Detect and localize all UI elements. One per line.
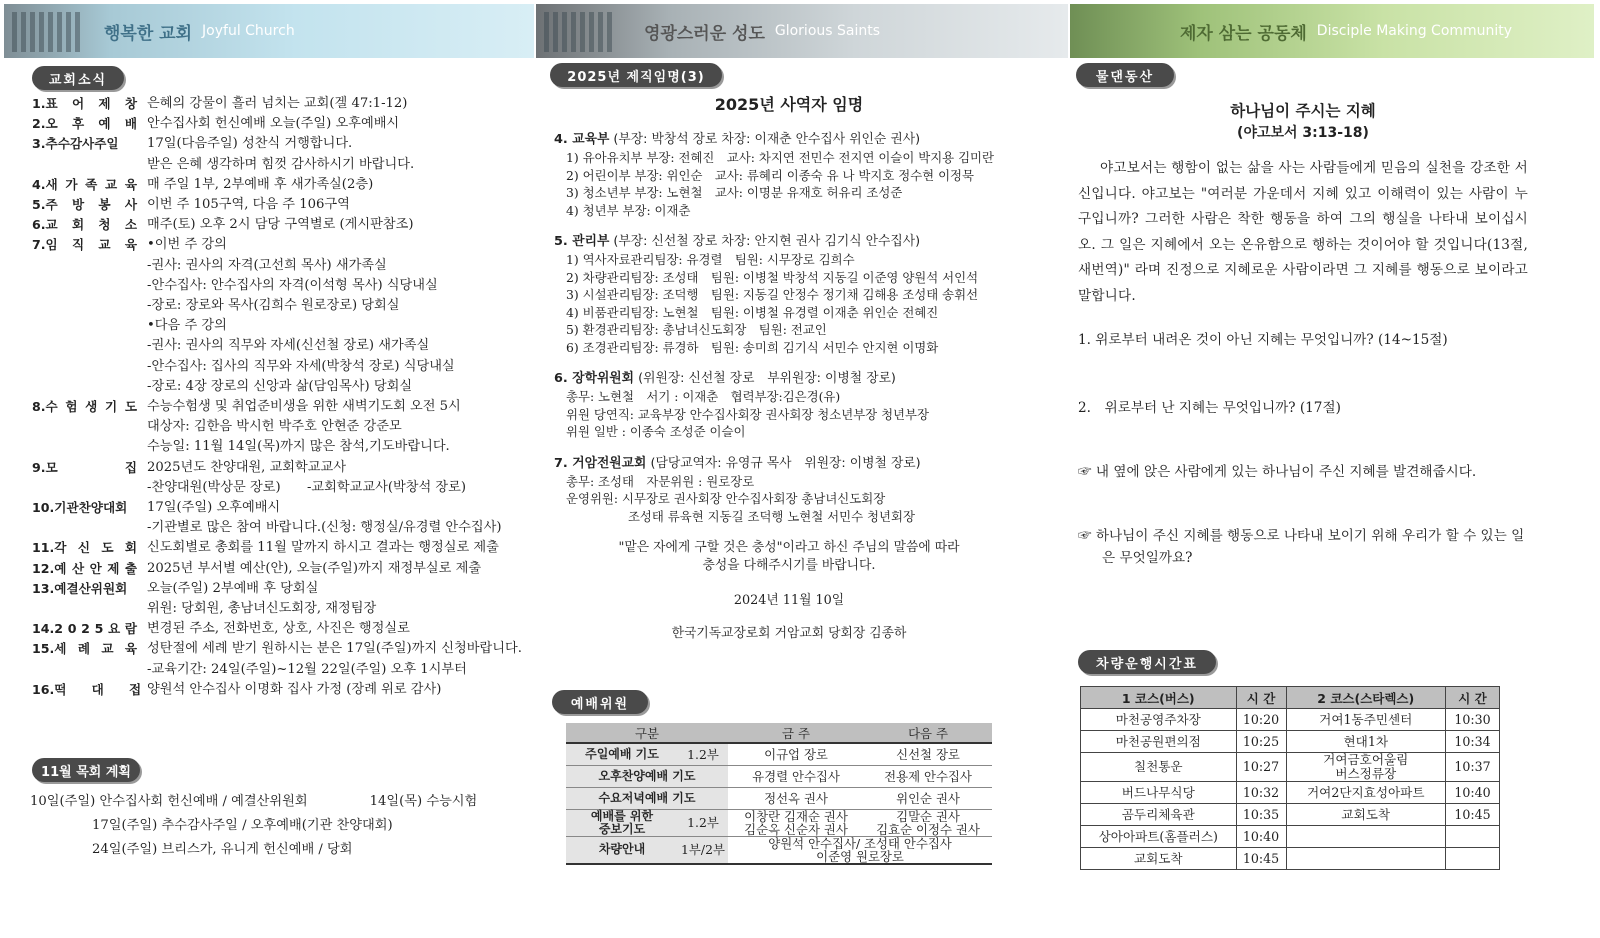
devotion-title: 하나님이 주시는 지혜 — [1230, 102, 1376, 120]
bus-cell: 현대1차 — [1286, 731, 1446, 753]
bus-cell: 10:32 — [1236, 782, 1286, 804]
bus-cell — [1286, 848, 1446, 870]
news-item-line: •이번 주 강의 — [147, 237, 227, 253]
news-item-line: 받은 은혜 생각하며 힘껏 감사하시기 바랍니다. — [147, 156, 415, 172]
news-item — [32, 175, 532, 195]
bus-header-cell: 시 간 — [1236, 687, 1286, 709]
news-item-line: 성탄절에 세례 받기 원하시는 분은 17일(주일)까지 신청바랍니다. — [147, 641, 522, 657]
question-4: ☞ 하나님이 주신 지혜를 행동으로 나타내 보이기 위해 우리가 할 수 있는 일은 무엇일까요? — [1078, 528, 1525, 566]
news-item-line: -찬양대원(박상문 장로) -교회학교교사(박창석 장로) — [147, 479, 467, 495]
bus-cell — [1286, 826, 1446, 848]
devotion-badge: 물댄동산 — [1076, 63, 1174, 87]
news-item-label: 3.추수감사주일 — [32, 136, 119, 152]
news-item-line: 은혜의 강물이 흘러 넘치는 교회(겔 47:1-12) — [147, 96, 408, 111]
news-item-line: -교육기간: 24일(주일)~12월 22일(주일) 오후 1시부터 — [147, 661, 467, 677]
news-item-label: 13.예결산위원회 — [32, 580, 128, 596]
department-leaders: (부장: 박창석 장로 차장: 이재춘 안수집사 위인순 권사) — [609, 132, 921, 147]
news-item-label: 4.새 가 족 교 육 — [32, 176, 137, 192]
bus-row — [1081, 848, 1500, 870]
department-line: 2) 차량관리팀장: 조성태 팀원: 이병철 박창석 지동길 이준영 양원석 서인석 — [566, 269, 979, 285]
bus-cell: 10:34 — [1446, 731, 1500, 753]
news-item-label: 14.2 0 2 5 요 람 — [32, 621, 137, 637]
worship-role: 예배를 위한 중보기도 — [566, 809, 678, 836]
department-line: 4) 비품관리팀장: 노현철 팀원: 이병철 유경렬 이재춘 위인순 전혜진 — [566, 304, 939, 320]
department-line: 5) 환경관리팀장: 총남녀신도회장 팀원: 전교인 — [566, 322, 827, 337]
worship-this-week: 이규업 장로 — [728, 743, 864, 765]
worship-header-cell: 다음 주 — [864, 723, 992, 743]
bus-cell: 거여1동주민센터 — [1286, 709, 1446, 731]
department-block — [554, 370, 1024, 441]
question-1: 1. 위로부터 내려온 것이 아닌 지혜는 무엇입니까? (14~15절) — [1078, 332, 1448, 348]
news-item — [32, 639, 532, 679]
plan-row — [30, 814, 530, 838]
header-photo — [544, 12, 614, 52]
news-item — [32, 215, 532, 235]
news-item-line: 2025년 부서별 예산(안), 오늘(주일)까지 재정부실로 제출 — [147, 560, 482, 576]
bus-header-cell: 1 코스(버스) — [1081, 687, 1237, 709]
worship-next-week: 위인순 권사 — [864, 787, 992, 809]
department-heading — [554, 455, 1024, 473]
header-disciple-community — [1070, 4, 1594, 58]
news-badge: 교회소식 — [32, 66, 124, 90]
news-item — [32, 680, 532, 700]
appointment-signature: 한국기독교장로회 거암교회 당회장 김종하 — [671, 626, 907, 641]
department-line: 총무: 노현철 서기 : 이재춘 협력부장:김은경(유) — [566, 389, 841, 404]
news-item-line: 신도회별로 총회를 11월 말까지 하시고 결과는 행정실로 제출 — [147, 540, 499, 556]
worship-row — [566, 787, 992, 809]
closing-quote — [554, 539, 1024, 575]
news-item-line: 양원석 안수집사 이명화 집사 가정 (장례 위로 감사) — [147, 681, 442, 697]
bus-cell: 10:20 — [1236, 709, 1286, 731]
news-item-body — [147, 94, 532, 114]
worship-row — [566, 809, 992, 836]
worship-header-cell: 구분 — [566, 723, 728, 743]
header-photo — [12, 12, 82, 52]
appointments-title: 2025년 사역자 임명 — [714, 95, 864, 114]
news-item — [32, 235, 532, 397]
news-item-label: 9.모 집 — [32, 459, 137, 475]
news-item-line: -권사: 권사의 자격(고선희 목사) 새가족실 — [147, 257, 387, 273]
bus-header-cell: 2 코스(스타렉스) — [1286, 687, 1446, 709]
news-item-body — [147, 458, 532, 498]
worship-this-week: 유경렬 안수집사 — [728, 765, 864, 787]
department-line: 2) 어린이부 부장: 위인순 교사: 류혜리 이종숙 유 나 박지호 정수현 이정묵 — [566, 167, 974, 183]
bus-cell: 교회도착 — [1081, 848, 1237, 870]
department-line: 위원 일반 : 이종숙 조성준 이슬이 — [566, 424, 746, 439]
bus-cell: 10:35 — [1236, 804, 1286, 826]
worship-next-week: 전용제 안수집사 — [864, 765, 992, 787]
bus-cell: 10:45 — [1236, 848, 1286, 870]
department-heading — [554, 131, 1024, 149]
news-item-label: 1.표 어 제 창 — [32, 96, 137, 111]
worship-this-week: 정선옥 권사 — [728, 787, 864, 809]
worship-row — [566, 743, 992, 765]
news-item — [32, 538, 532, 558]
department-line: 조성태 류육현 지동길 조덕행 노현철 서민수 청년회장 — [566, 508, 915, 524]
news-item-line: 이번 주 105구역, 다음 주 106구역 — [147, 197, 350, 213]
worship-this-week: 이창란 김재순 권사 김순옥 신순자 권사 — [728, 809, 864, 836]
news-item — [32, 397, 532, 458]
news-item-body — [147, 639, 532, 679]
november-plan-list — [30, 790, 530, 862]
bus-schedule-table — [1080, 686, 1500, 870]
devotion-scripture-ref: (야고보서 3:13-18) — [1237, 125, 1369, 141]
header-title: 제자 삼는 공동체 — [1180, 23, 1307, 44]
department-block — [554, 455, 1024, 526]
plan-entry: 14일(목) 수능시험 — [369, 794, 478, 809]
department-block — [554, 233, 1024, 356]
quote-line: 충성을 다해주시기를 바랍니다. — [702, 558, 876, 573]
department-heading — [554, 233, 1024, 251]
news-item-line: -안수집사: 집사의 직무와 자세(박창석 장로) 식당내실 — [147, 358, 455, 374]
header-glorious-saints — [536, 4, 1068, 58]
department-heading — [554, 370, 1024, 388]
news-item — [32, 195, 532, 215]
worship-committee-table — [566, 723, 992, 865]
news-item-body — [147, 134, 532, 174]
news-item-line: 2025년도 찬양대원, 교회학교교사 — [147, 459, 347, 475]
news-item-label: 6.교 회 청 소 — [32, 217, 137, 233]
news-item-line: -장로: 4장 장로의 신앙과 삶(담임목사) 당회실 — [147, 378, 413, 394]
appointment-badge: 2025년 제직임명(3) — [550, 63, 722, 87]
department-line: 6) 조경관리팀장: 류경하 팀원: 송미희 김기식 서민수 안지현 이명화 — [566, 339, 939, 355]
news-item — [32, 134, 532, 174]
bus-cell: 교회도착 — [1286, 804, 1446, 826]
department-name: 4. 교육부 — [554, 132, 610, 147]
news-item-line: 수능일: 11월 14일(목)까지 많은 참석,기도바랍니다. — [147, 439, 450, 455]
department-line: 3) 시설관리팀장: 조덕행 팀원: 지동길 안정수 정기채 김해용 조성태 송휘선 — [566, 287, 979, 302]
news-item-label: 10.기관찬양대회 — [32, 500, 128, 516]
bus-cell: 상아아파트(홈플러스) — [1081, 826, 1237, 848]
news-item — [32, 498, 532, 538]
worship-header-cell: 금 주 — [728, 723, 864, 743]
news-item-label: 12.예 산 안 제 출 — [32, 560, 137, 576]
bus-cell — [1446, 826, 1500, 848]
department-name: 5. 관리부 — [554, 234, 610, 249]
department-line: 1) 유아유치부 부장: 전혜진 교사: 차지연 전민수 전지연 이슬이 박지용 김미란 — [566, 150, 994, 165]
bus-cell: 거여2단지효성아파트 — [1286, 782, 1446, 804]
news-item — [32, 458, 532, 498]
worship-service: 1.2부 — [678, 743, 728, 765]
bus-cell: 10:30 — [1446, 709, 1500, 731]
header-joyful-church — [4, 4, 534, 58]
worship-service: 1부/2부 — [678, 836, 728, 864]
news-item-line: -안수집사: 안수집사의 자격(이석형 목사) 식당내실 — [147, 277, 438, 293]
news-item-body — [147, 538, 532, 558]
news-item-label: 5.주 방 봉 사 — [32, 197, 137, 213]
bus-cell: 10:45 — [1446, 804, 1500, 826]
news-item-body — [147, 579, 532, 619]
worship-role: 오후찬양예배 기도 — [566, 765, 728, 787]
plan-entry: 24일(주일) 브리스가, 유니게 헌신예배 / 당회 — [92, 842, 353, 857]
bus-row — [1081, 826, 1500, 848]
news-item-line: 매주(토) 오후 2시 담당 구역별로 (게시판참조) — [147, 217, 414, 233]
news-item-line: 오늘(주일) 2부예배 후 당회실 — [147, 580, 319, 596]
department-line: 4) 청년부 부장: 이재춘 — [566, 202, 691, 218]
news-item-line: -기관별로 많은 참여 바랍니다.(신청: 행정실/유경렬 안수집사) — [147, 520, 502, 536]
news-item-body — [147, 680, 532, 700]
news-item-line: 매 주일 1부, 2부예배 후 새가족실(2층) — [147, 176, 374, 192]
bus-cell: 10:37 — [1446, 753, 1500, 782]
news-item-label: 16.떡 대 접 — [32, 681, 142, 697]
bus-row — [1081, 804, 1500, 826]
news-item-line: 대상자: 김한음 박시헌 박주호 안현준 강준모 — [147, 419, 402, 435]
worship-role: 주일예배 기도 — [566, 743, 678, 765]
worship-badge: 예배위원 — [552, 690, 648, 714]
devotion-section — [1078, 100, 1528, 569]
news-item-line: 17일(다음주일) 성찬식 거행합니다. — [147, 136, 353, 152]
plan-row — [30, 838, 530, 862]
news-item — [32, 579, 532, 619]
news-item-line: 변경된 주소, 전화번호, 상호, 사진은 행정실로 — [147, 621, 410, 637]
bus-row — [1081, 753, 1500, 782]
bus-cell — [1446, 848, 1500, 870]
department-line: 총무: 조성태 자문위원 : 원로장로 — [566, 473, 755, 489]
appointments-section — [554, 92, 1024, 641]
worship-next-week: 김말순 권사 김효순 이정수 권사 — [864, 809, 992, 836]
department-leaders: (부장: 신선철 장로 차장: 안지현 권사 김기식 안수집사) — [609, 234, 921, 249]
department-block — [554, 131, 1024, 219]
header-subtitle: Joyful Church — [202, 23, 295, 39]
department-leaders: (담당교역자: 유영규 목사 위원장: 이병철 장로) — [646, 455, 921, 471]
worship-assignee: 양원석 안수집사/ 조성태 안수집사 이준영 원로장로 — [728, 836, 992, 864]
news-item-label: 7.임 직 교 육 — [32, 237, 137, 253]
bus-cell: 10:40 — [1236, 826, 1286, 848]
worship-next-week: 신선철 장로 — [864, 743, 992, 765]
bus-cell: 10:27 — [1236, 753, 1286, 782]
question-2: 2. 위로부터 난 지혜는 무엇입니까? (17절) — [1078, 400, 1341, 416]
news-item — [32, 94, 532, 114]
news-item-body — [147, 397, 532, 458]
department-line: 위원 당연직: 교육부장 안수집사회장 권사회장 청소년부장 청년부장 — [566, 406, 929, 422]
news-item-body — [147, 215, 532, 235]
department-name: 7. 거암전원교회 — [554, 455, 647, 471]
church-news-list — [32, 94, 532, 700]
news-item-line: 위원: 당회원, 총남녀신도회장, 재정팀장 — [147, 601, 377, 617]
news-item — [32, 559, 532, 579]
bus-cell: 거여금호어울림 버스정류장 — [1286, 753, 1446, 782]
worship-row — [566, 836, 992, 864]
plan-entry: 17일(주일) 추수감사주일 / 오후예배(기관 찬양대회) — [92, 818, 393, 833]
news-item-line: 17일(주일) 오후예배시 — [147, 500, 281, 516]
news-item-line: -장로: 장로와 목사(김희수 원로장로) 당회실 — [147, 298, 400, 314]
quote-line: "맡은 자에게 구할 것은 충성"이라고 하신 주님의 말씀에 따라 — [618, 540, 960, 555]
bus-cell: 곰두리체육관 — [1081, 804, 1237, 826]
department-line: 3) 청소년부 부장: 노현철 교사: 이명분 유재호 허유리 조성준 — [566, 185, 903, 200]
plan-entry: 10일(주일) 안수집사회 헌신예배 / 예결산위원회 — [30, 794, 308, 809]
department-name: 6. 장학위원회 — [554, 371, 635, 386]
worship-role: 차량안내 — [566, 836, 678, 864]
plan-badge: 11월 목회 계획 — [32, 758, 140, 782]
plan-row — [30, 790, 530, 814]
news-item-line: •다음 주 강의 — [147, 318, 227, 334]
bus-row — [1081, 709, 1500, 731]
bus-cell: 버드나무식당 — [1081, 782, 1237, 804]
news-item-body — [147, 498, 532, 538]
bus-header-cell: 시 간 — [1446, 687, 1500, 709]
bus-row — [1081, 782, 1500, 804]
department-line: 1) 역사자료관리팀장: 유경렬 팀원: 시무장로 김희수 — [566, 252, 855, 267]
bus-cell: 10:25 — [1236, 731, 1286, 753]
news-item — [32, 114, 532, 134]
news-item-body — [147, 195, 532, 215]
news-item-body — [147, 175, 532, 195]
news-item-label: 8.수 험 생 기 도 — [32, 399, 137, 415]
header-subtitle: Disciple Making Community — [1316, 23, 1513, 39]
news-item-body — [147, 559, 532, 579]
question-3: ☞ 내 옆에 앉은 사람에게 있는 하나님이 주신 지혜를 발견해줍시다. — [1078, 464, 1477, 480]
worship-row — [566, 765, 992, 787]
bus-cell: 마천공원편의점 — [1081, 731, 1237, 753]
news-item-body — [147, 235, 532, 397]
devotion-paragraph: 야고보서는 행함이 없는 삶을 사는 사람들에게 믿음의 실천을 강조한 서신입니다. 야고보는 "여러분 가운데서 지혜 있고 이해력이 있는 사람이 누구입니까? 그러한 사람은 착한 행동을 하여 그의 행실을 나타내 보이십시오. 그 일은 지혜에서 오는 온유함으로 행하는 것이어야 할 것입니다(13절, 새번역)" 라며 진정으로 지혜로운 사람이라면 그 지혜를 행동으로 보이라고 말합니다. — [1078, 160, 1528, 304]
bus-cell: 마천공영주차장 — [1081, 709, 1237, 731]
appointment-date: 2024년 11월 10일 — [733, 593, 845, 608]
news-item-body — [147, 114, 532, 134]
header-title: 영광스러운 성도 — [644, 23, 765, 44]
bus-row — [1081, 731, 1500, 753]
bus-cell: 10:40 — [1446, 782, 1500, 804]
news-item-label: 2.오 후 예 배 — [32, 116, 137, 132]
news-item-body — [147, 619, 532, 639]
department-line: 운영위원: 시무장로 권사회장 안수집사회장 총남녀신도회장 — [566, 491, 886, 506]
news-item-line: 안수집사회 헌신예배 오늘(주일) 오후예배시 — [147, 116, 400, 132]
news-item-label: 15.세 례 교 육 — [32, 641, 137, 657]
news-item-line: 수능수험생 및 취업준비생을 위한 새벽기도회 오전 5시 — [147, 399, 461, 415]
worship-service: 1.2부 — [678, 809, 728, 836]
header-subtitle: Glorious Saints — [774, 23, 881, 39]
news-item — [32, 619, 532, 639]
worship-role: 수요저녁예배 기도 — [566, 787, 728, 809]
bus-badge: 차량운행시간표 — [1078, 650, 1216, 674]
bus-cell: 칠천통운 — [1081, 753, 1237, 782]
news-item-label: 11.각 신 도 회 — [32, 540, 137, 556]
department-leaders: (위원장: 신선철 장로 부위원장: 이병철 장로) — [634, 371, 896, 386]
header-title: 행복한 교회 — [104, 23, 193, 44]
news-item-line: -권사: 권사의 직무와 자세(신선철 장로) 새가족실 — [147, 338, 430, 354]
department-list — [554, 131, 1024, 525]
